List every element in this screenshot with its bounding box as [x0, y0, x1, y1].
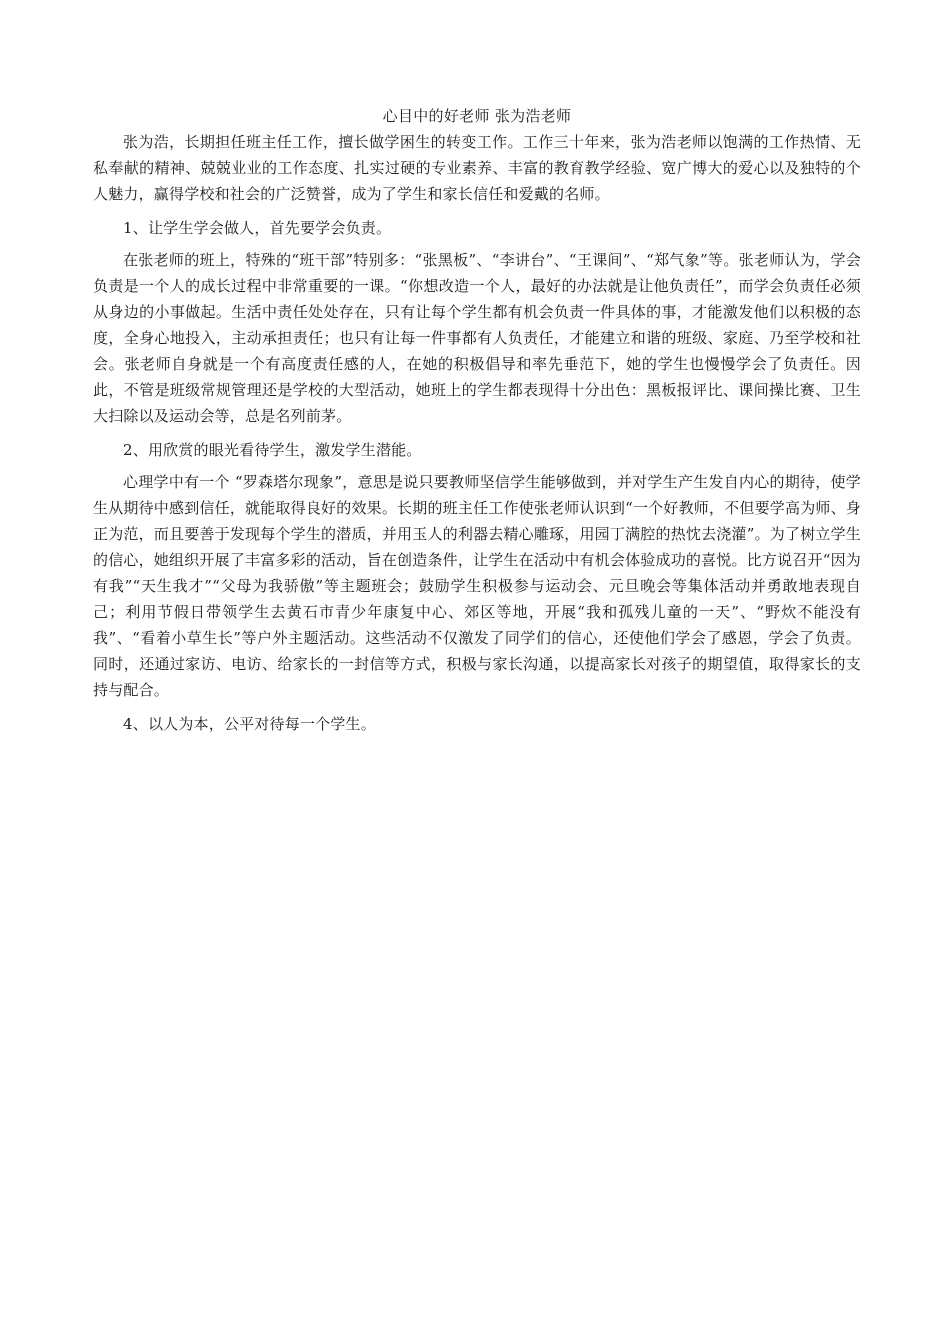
section-heading-1: 1、让学生学会做人，首先要学会负责。 — [123, 219, 392, 237]
section-body-1: 在张老师的班上，特殊的“班干部”特别多：“张黑板”、“李讲台”、“王课间”、“郑气象”等。张老师认为，学会负责是一个人的成长过程中非常重要的一课。“你想改造一个人，最好的办法就是让他负责任”，而学会负责任必须从身边的小事做起。生活中责任处处存在，只有让每个学生都有机会负责一件具体的事，才能激发他们以积极的态度，全身心地投入，主动承担责任；也只有让每一件事都有人负责任，才能建立和谐的班级、家庭、乃至学校和社会。张老师自身就是一个有高度责任感的人，在她的积极倡导和率先垂范下，她的学生也慢慢学会了负责任。因此，不管是班级常规管理还是学校的大型活动，她班上的学生都表现得十分出色：黑板报评比、课间操比赛、卫生大扫除以及运动会等，总是名列前茅。 — [93, 251, 861, 425]
section-heading-4: 4、以人为本，公平对待每一个学生。 — [123, 715, 376, 733]
document-page — [93, 103, 861, 743]
intro-paragraph: 张为浩，长期担任班主任工作，擅长做学困生的转变工作。工作三十年来，张为浩老师以饱满的工作热情、无私奉献的精神、兢兢业业的工作态度、扎实过硬的专业素养、丰富的教育教学经验、宽广博大的爱心以及独特的个人魅力，赢得学校和社会的广泛赞誉，成为了学生和家长信任和爱戴的名师。 — [93, 133, 861, 203]
section-heading-2: 2、用欣赏的眼光看待学生，激发学生潜能。 — [123, 441, 422, 459]
section-body-2: 心理学中有一个 “罗森塔尔现象”，意思是说只要教师坚信学生能够做到，并对学生产生发自内心的期待，使学生从期待中感到信任，就能取得良好的效果。长期的班主任工作使张老师认识到“一个好教师，不但要学高为师、身正为范，而且要善于发现每个学生的潜质，并用玉人的利器去精心雕琢，用园丁满腔的热忱去浇灌”。为了树立学生的信心，她组织开展了丰富多彩的活动，旨在创造条件，让学生在活动中有机会体验成功的喜悦。比方说召开“因为有我”“天生我才”“父母为我骄傲”等主题班会；鼓励学生积极参与运动会、元旦晚会等集体活动并勇敢地表现自己；利用节假日带领学生去黄石市青少年康复中心、郊区等地，开展“我和孤残儿童的一天”、“野炊不能没有我”、“看着小草生长”等户外主题活动。这些活动不仅激发了同学们的信心，还使他们学会了感恩，学会了负责。同时，还通过家访、电访、给家长的一封信等方式，积极与家长沟通，以提高家长对孩子的期望值，取得家长的支持与配合。 — [93, 473, 861, 699]
document-title: 心目中的好老师 张为浩老师 — [382, 107, 572, 125]
